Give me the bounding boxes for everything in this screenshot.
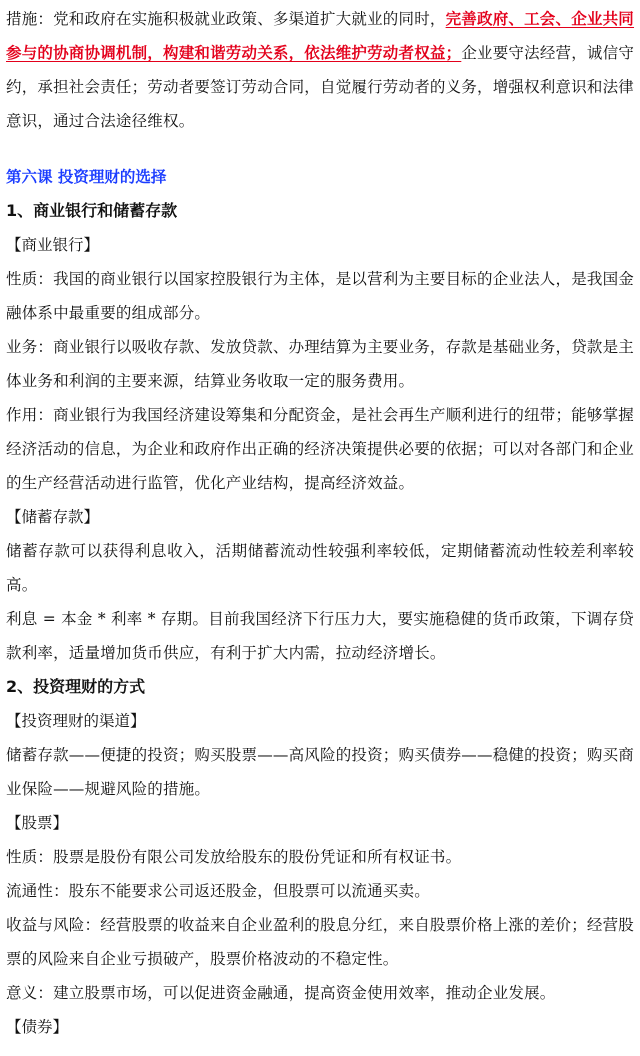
channel-text: 储蓄存款——便捷的投资；购买股票——高风险的投资；购买债券——稳健的投资；购买商业保险——规避风险的措施。 [6,746,635,798]
intro-paragraph [6,0,634,138]
bank-label: 【商业银行】 [6,236,100,254]
bank-business: 业务：商业银行以吸收存款、发放贷款、办理结算为主要业务，存款是基础业务，贷款是主体业务和利润的主要来源，结算业务收取一定的服务费用。 [6,338,635,390]
stock-meaning: 意义：建立股票市场，可以促进资金融通，提高资金使用效率，推动企业发展。 [6,984,556,1002]
section-1-title: 1、商业银行和储蓄存款 [6,201,178,220]
lesson-title: 第六课 投资理财的选择 [6,168,167,186]
bank-nature: 性质：我国的商业银行以国家控股银行为主体，是以营利为主要目标的企业法人，是我国金融体系中最重要的组成部分。 [6,270,635,322]
spacer [6,138,634,160]
savings-text-1: 储蓄存款可以获得利息收入，活期储蓄流动性较强利率较低，定期储蓄流动性较差利率较高。 [6,542,634,594]
stock-risk: 收益与风险：经营股票的收益来自企业盈利的股息分红，来自股票价格上涨的差价；经营股票的风险来自企业亏损破产，股票价格波动的不稳定性。 [6,916,635,968]
stock-label: 【股票】 [6,814,69,832]
intro-suffix: 企业要守法经营，诚信守约，承担社会责任；劳动者要签订劳动合同，自觉履行劳动者的义务，增强权利意识和法律意识，通过合法途径维权。 [6,44,635,130]
stock-liquidity: 流通性：股东不能要求公司返还股金，但股票可以流通买卖。 [6,882,430,900]
intro-highlight: 完善政府、工会、企业共同参与的协商协调机制，构建和谐劳动关系，依法维护劳动者权益； [6,9,635,62]
stock-nature: 性质：股票是股份有限公司发放给股东的股份凭证和所有权证书。 [6,848,462,866]
section-2-title: 2、投资理财的方式 [6,677,146,696]
savings-text-2: 利息 = 本金 * 利率 * 存期。目前我国经济下行压力大，要实施稳健的货币政策，下调存贷款利率，适量增加货币供应，有利于扩大内需，拉动经济增长。 [6,610,634,662]
bank-function: 作用：商业银行为我国经济建设筹集和分配资金，是社会再生产顺利进行的纽带；能够掌握经济活动的信息，为企业和政府作出正确的经济决策提供必要的依据；可以对各部门和企业的生产经营活动进行监管，优化产业结构，提高经济效益。 [6,406,635,492]
savings-label: 【储蓄存款】 [6,508,100,526]
intro-prefix: 措施：党和政府在实施积极就业政策、多渠道扩大就业的同时， [6,10,446,28]
channel-label: 【投资理财的渠道】 [6,712,146,730]
bond-label: 【债券】 [6,1018,69,1036]
